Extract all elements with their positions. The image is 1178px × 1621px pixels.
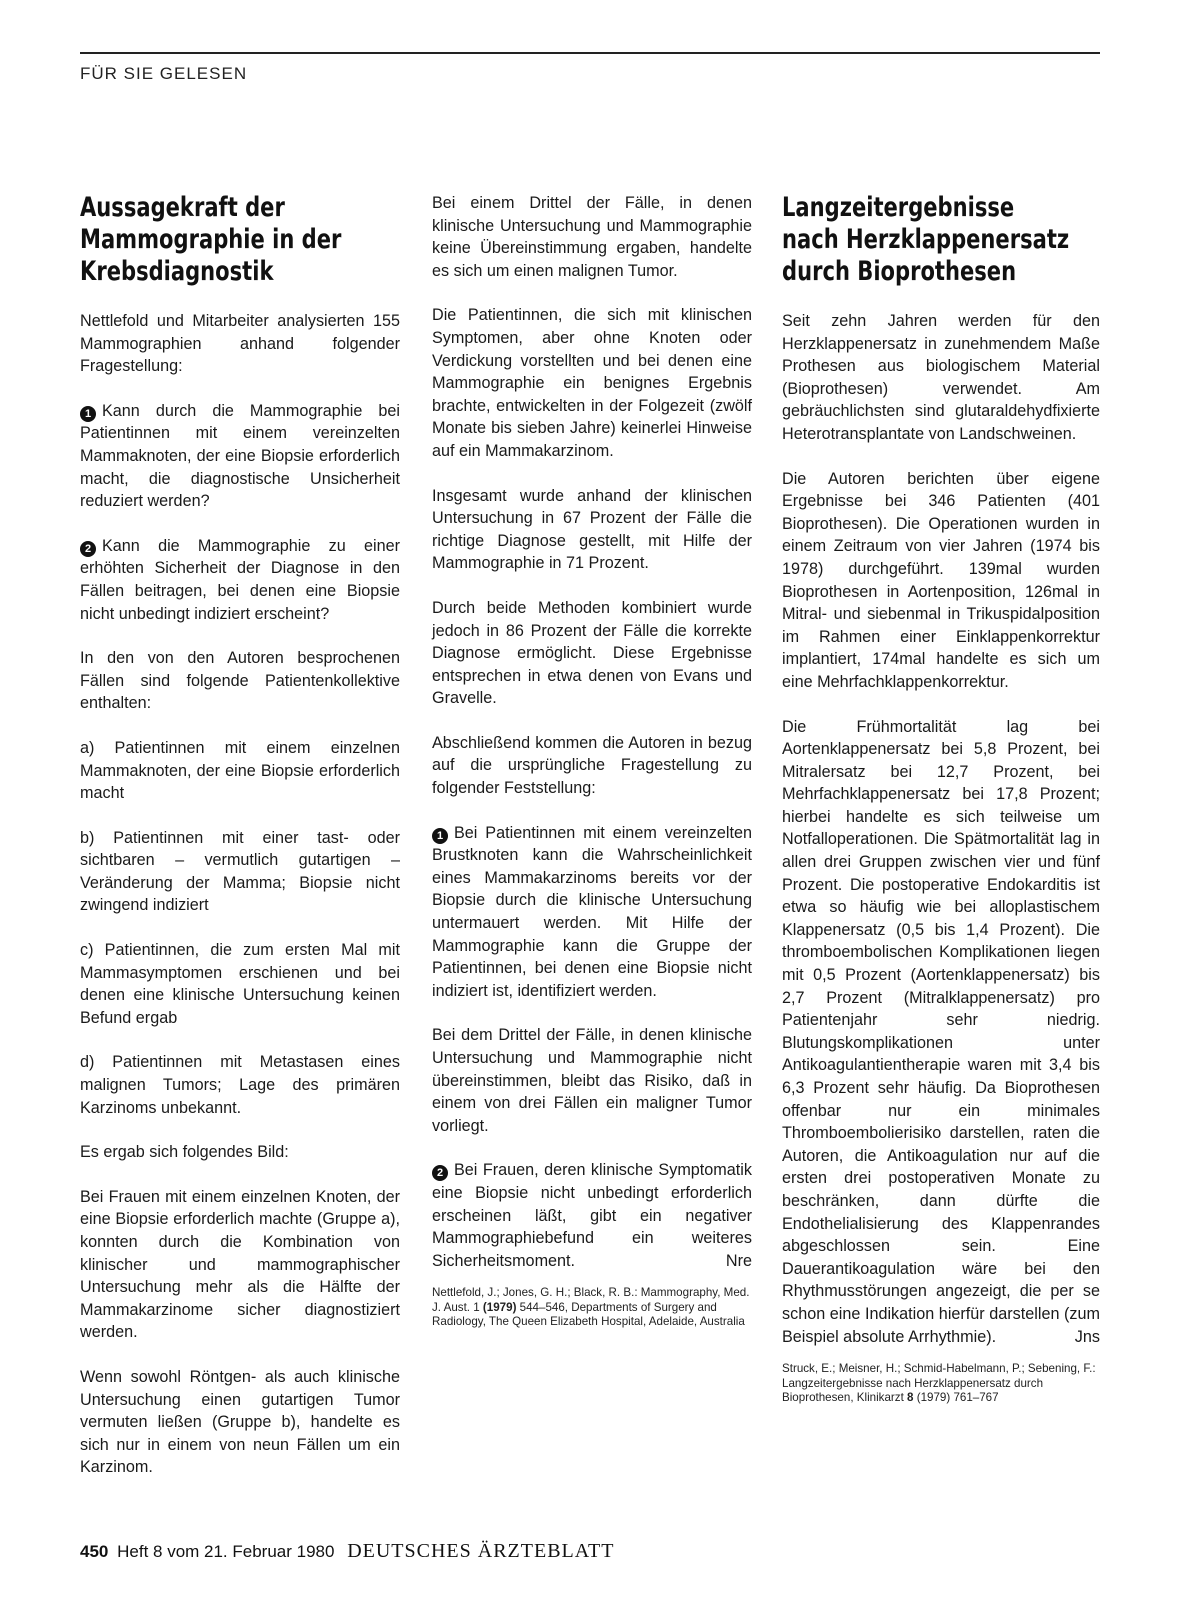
column-3 xyxy=(782,192,1100,1406)
paragraph: Durch beide Methoden kombiniert wurde jedoch in 86 Prozent der Fälle die korrekte Diagnose ermöglicht. Diese Ergebnisse entsprechen in etwa denen von Evans und Gravelle. xyxy=(432,598,752,708)
number-badge-2: 2 xyxy=(80,541,96,557)
paragraph: Es ergab sich folgendes Bild: xyxy=(80,1143,289,1162)
paragraph: Bei Frauen mit einem einzelnen Knoten, der eine Biopsie erforderlich machte (Gruppe a), konnten durch die Kombination von klinischer und mammographischer Untersuchung mehr als die Hälfte der Mammakarzinome sicher diagnostiziert werden. xyxy=(80,1187,400,1342)
reference xyxy=(432,1286,752,1330)
list-item-a: a) Patientinnen mit einem einzelnen Mammaknoten, der eine Biopsie erforderlich macht xyxy=(80,738,400,803)
reference-text: Nettlefold, J.; Jones, G. H.; Black, R. B.: Mammography, Med. J. Aust. 1 xyxy=(432,1286,750,1314)
number-badge-1: 1 xyxy=(80,406,96,422)
page-footer xyxy=(80,1540,614,1563)
answer-text: Bei Patientinnen mit einem vereinzelten Brustknoten kann die Wahrscheinlichkeit eines Mammakarzinoms bereits vor der Biopsie durch die klinische Untersuchung untermauert werden. Mit Hilfe der Mammographie kann die Gruppe der Patientinnen, bei denen eine Biopsie nicht indiziert ist, identifiziert werden. xyxy=(432,823,752,1000)
paragraph: Seit zehn Jahren werden für den Herzklappenersatz in zunehmendem Maße Prothesen aus biologischem Material (Bioprothesen) verwendet. Am gebräuchlichsten sind glutaraldehydfixierte Heterotransplantate von Landschweinen. xyxy=(782,312,1100,443)
section-label: FÜR SIE GELESEN xyxy=(80,64,248,83)
page-number: 450 xyxy=(80,1542,109,1561)
question-text: Kann die Mammographie zu einer erhöhten Sicherheit der Diagnose in den Fällen beitragen, bei denen eine Biopsie nicht unbedingt indiziert erscheint? xyxy=(80,536,400,623)
title-line: Krebsdiagnostik xyxy=(80,256,274,287)
reference-text: 544–546, Departments of Surgery and Radiology, The Queen Elizabeth Hospital, Adelaide, Australia xyxy=(432,1300,745,1329)
title-line: nach Herzklappenersatz xyxy=(782,224,1070,255)
list-item-b: b) Patientinnen mit einer tast- oder sichtbaren – vermutlich gutartigen – Veränderung der Mamma; Biopsie nicht zwingend indiziert xyxy=(80,828,400,915)
list-item-c: c) Patientinnen, die zum ersten Mal mit Mammasymptomen erschienen und bei denen eine klinische Untersuchung keinen Befund ergab xyxy=(80,941,400,1027)
number-badge-2: 2 xyxy=(432,1165,448,1181)
author-signature: Jns xyxy=(1074,1327,1100,1346)
article-1-title xyxy=(80,192,399,288)
top-rule xyxy=(80,52,1100,54)
paragraph: Nettlefold und Mitarbeiter analysierten 155 Mammographien anhand folgender Fragestellung: xyxy=(80,312,400,376)
number-badge-1: 1 xyxy=(432,828,448,844)
issue-info: Heft 8 vom 21. Februar 1980 xyxy=(117,1542,335,1561)
paragraph: Die Patientinnen, die sich mit klinischen Symptomen, aber ohne Knoten oder Verdickung vorstellten und bei denen eine Mammographie ein benignes Ergebnis brachte, entwickelten in der Folgezeit (zwölf Monate bis sieben Jahre) keinerlei Hinweise auf ein Mammakarzinom. xyxy=(432,306,752,460)
paragraph: Bei einem Drittel der Fälle, in denen klinische Untersuchung und Mammographie keine Übereinstimmung ergaben, handelte es sich um einen malignen Tumor. xyxy=(432,194,752,280)
question-2 xyxy=(80,535,400,625)
reference xyxy=(782,1362,1100,1406)
author-signature: Nre xyxy=(725,1251,752,1270)
paragraph: Die Autoren berichten über eigene Ergebnisse bei 346 Patienten (401 Bioprothesen). Die Operationen wurden in einem Zeitraum von vier Jahren (1974 bis 1978) durchgeführt. 139mal wurden Bioprothesen in Aortenposition, 126mal in Mitral- und siebenmal in Trikuspidalposition im Rahmen einer Einklappenkorrektur implantiert, 174mal handelte es sich um eine Mehrfachklappenkorrektur. xyxy=(782,469,1100,691)
reference-text: Struck, E.; Meisner, H.; Schmid-Habelmann, P.; Sebening, F.: Langzeitergebnisse nach Herzklappenersatz durch Bioprothesen, Klinikarzt xyxy=(782,1362,1096,1405)
title-line: Aussagekraft der xyxy=(80,192,285,223)
paragraph: Bei dem Drittel der Fälle, in denen klinische Untersuchung und Mammographie nicht übereinstimmen, bleibt das Risiko, daß in einem von drei Fällen ein maligner Tumor vorliegt. xyxy=(432,1026,752,1135)
answer-2 xyxy=(432,1159,752,1272)
title-line: Langzeitergebnisse xyxy=(782,192,1015,223)
list-item-d: d) Patientinnen mit Metastasen eines malignen Tumors; Lage des primären Karzinoms unbekannt. xyxy=(80,1053,400,1117)
paragraph: Insgesamt wurde anhand der klinischen Untersuchung in 67 Prozent der Fälle die richtige Diagnose gestellt, mit Hilfe der Mammographie in 71 Prozent. xyxy=(432,486,752,573)
journal-name: DEUTSCHES ÄRZTEBLATT xyxy=(347,1540,615,1562)
paragraph: Abschließend kommen die Autoren in bezug auf die ursprüngliche Fragestellung zu folgender Feststellung: xyxy=(432,733,752,798)
paragraph-text: Die Frühmortalität lag bei Aortenklappenersatz bei 5,8 Prozent, bei Mitralersatz bei 12,7 Prozent, bei Mehrfachklappenersatz bei 17,8 Prozent; hierbei handelte es sich teilweise um Notfalloperationen. Die Spätmortalität lag in allen drei Gruppen zwischen vier und fünf Prozent. Die postoperative Endokarditis ist etwa so häufig wie bei alloplastischem Klappenersatz (0,5 bis 1,4 Prozent). Die thromboembolischen Komplikationen liegen mit 0,5 Prozent (Aortenklappenersatz) bis 2,7 Prozent (Mitralklappenersatz) pro Patientenjahr sehr niedrig. Blutungskomplikationen unter Antikoagulantientherapie waren mit 3,4 bis 6,3 Prozent sehr häufig. Da Bioprothesen offenbar nur ein minimales Thromboembolierisiko darstellen, raten die Autoren, die Antikoagulation nur auf die ersten drei postoperativen Monate zu beschränken, dann dürfte die Endothelialisierung des Klappenrandes abgeschlossen sein. Eine Dauerantikoagulation wäre bei den Rhythmusstörungen angezeigt, die per se schon eine Indikation hierfür darstellen (zum Beispiel absolute Arrhythmie). xyxy=(782,717,1100,1346)
paragraph: Wenn sowohl Röntgen- als auch klinische Untersuchung einen gutartigen Tumor vermuten ließen (Gruppe b), handelte es sich nur in einem von neun Fällen um ein Karzinom. xyxy=(80,1367,400,1477)
title-line: Mammographie in der xyxy=(80,224,342,255)
title-line: durch Bioprothesen xyxy=(782,256,1017,287)
reference-year: (1979) xyxy=(482,1300,517,1314)
paragraph: In den von den Autoren besprochenen Fällen sind folgende Patientenkollektive enthalten: xyxy=(80,649,400,713)
answer-1 xyxy=(432,822,752,1003)
reference-text: (1979) 761–767 xyxy=(913,1391,999,1405)
reference-volume: 8 xyxy=(907,1391,914,1405)
answer-text: Bei Frauen, deren klinische Symptomatik eine Biopsie nicht unbedingt erforderlich erscheinen läßt, gibt ein negativer Mammographiebefund ein weiteres Sicherheitsmoment. xyxy=(432,1161,752,1270)
column-1 xyxy=(80,192,400,1501)
column-2 xyxy=(432,192,752,1330)
question-text: Kann durch die Mammographie bei Patientinnen mit einem vereinzelten Mammaknoten, der eine Biopsie erforderlich macht, die diagnostische Unsicherheit reduziert werden? xyxy=(80,401,400,511)
paragraph xyxy=(782,716,1100,1349)
article-2-title xyxy=(782,192,1099,288)
question-1 xyxy=(80,400,400,513)
